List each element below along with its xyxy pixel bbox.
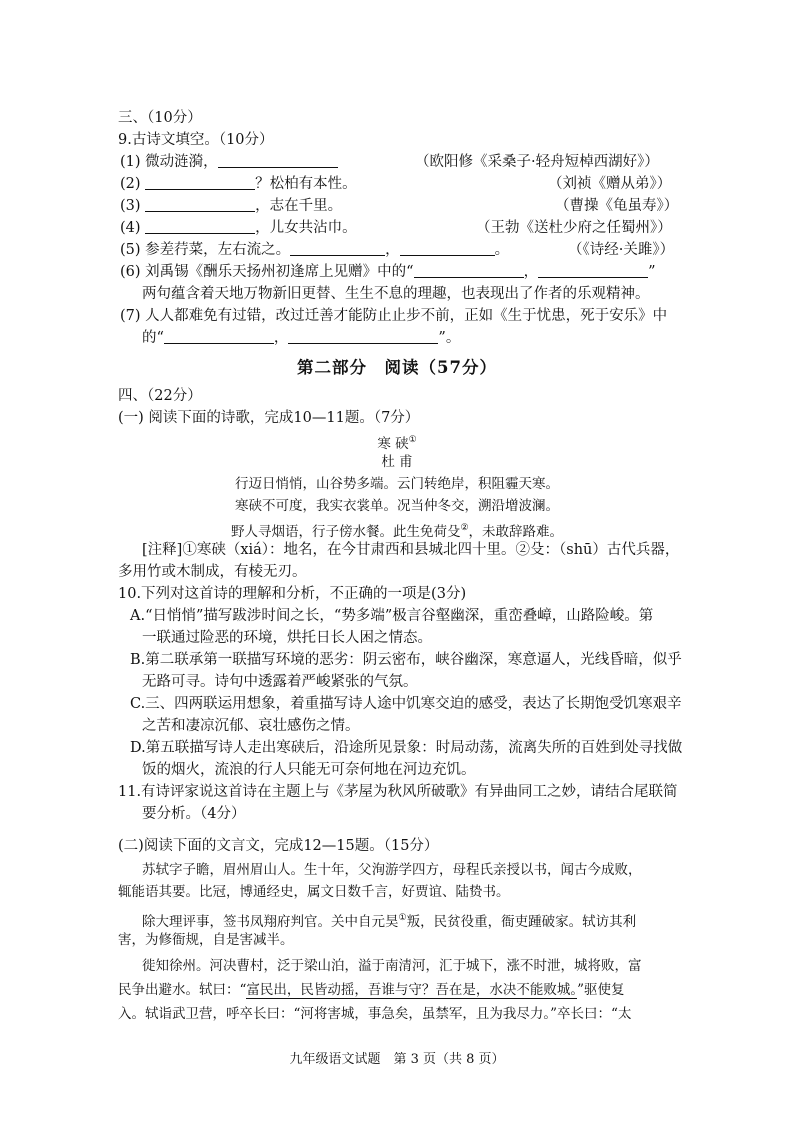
fill-item-2: (2) ？松柏有本性。: [120, 176, 357, 192]
classical-text-line: 苏轼字子瞻，眉州眉山人。生十年，父洵游学四方，母程氏亲授以书，闻古今成败，: [142, 862, 642, 878]
poem-line: 寒硖不可度，我实衣裳单。况当仲冬交，溯沿增波澜。: [235, 498, 559, 514]
underlined-sentence: 富民出，民皆动摇，吾谁与守？吾在是，水决不能败城。: [246, 982, 578, 998]
fill-item-4: (4) ，儿女共沾巾。: [120, 220, 357, 236]
poem-line: 野人寻烟语，行子傍水餐。此生免荷殳②，未敢辞路难。: [230, 523, 564, 540]
source-citation: （《诗经·关雎》）: [568, 242, 675, 258]
answer-blank[interactable]: [145, 219, 255, 234]
fill-item-3: (3) ，志在千里。: [120, 198, 343, 214]
poem-title: 寒 硖①: [377, 435, 417, 452]
classical-text-line: 辄能语其要。比冠，博通经史，属文日数千言，好贾谊、陆贽书。: [118, 884, 510, 900]
fill-item-6: (6) 刘禹锡《酬乐天扬州初逢席上见赠》中的“ ， ”: [120, 264, 656, 280]
fill-item-1: (1) 微动涟漪，: [120, 152, 338, 172]
source-citation: （王勃《送杜少府之任蜀州》）: [476, 220, 672, 236]
fill-item-7-continuation: 的“ ， ”。: [142, 330, 461, 346]
annotation: [注释]①寒硖（xiá）：地名，在今甘肃西和县城北四十里。②殳：（shū）古代兵器，: [142, 542, 680, 558]
option-c-continued: 之苦和凄凉沉郁、哀壮感伤之情。: [142, 718, 360, 734]
classical-text-line: 徙知徐州。河决曹村，泛于梁山泊，溢于南清河，汇于城下，涨不时泄，城将败，富: [142, 958, 642, 974]
answer-blank[interactable]: [290, 241, 385, 256]
option-d: D.第五联描写诗人走出寒硖后，沿途所见景象：时局动荡，流离失所的百姓到处寻找做: [130, 740, 683, 756]
poem-line: 行迈日悄悄，山谷势多端。云门转绝岸，积阻霾天寒。: [235, 476, 559, 492]
source-citation: （刘祯《赠从弟》）: [548, 176, 672, 192]
part-title: 第二部分 阅读（57分）: [297, 358, 497, 377]
question-10: 10.下列对这首诗的理解和分析，不正确的一项是(3分): [118, 586, 467, 602]
answer-blank[interactable]: [145, 197, 255, 212]
fill-item-5: (5) 参差荇菜，左右流之。 ， 。: [120, 242, 510, 258]
classical-text-line: 除大理评事，签书凤翔府判官。关中自元昊①叛，民贫役重，衙吏踵破家。轼访其利: [142, 913, 637, 930]
answer-blank[interactable]: [288, 329, 438, 344]
option-d-continued: 饭的烟火，流浪的行人只能无可奈何地在河边充饥。: [142, 762, 476, 778]
subsection-title: (一) 阅读下面的诗歌，完成10—11题。（7分）: [118, 410, 420, 426]
option-b: B.第二联承第一联描写环境的恶劣：阴云密布，峡谷幽深，寒意逼人，光线昏暗，似乎: [130, 652, 682, 668]
answer-blank[interactable]: [400, 241, 495, 256]
option-c: C.三、四两联运用想象，着重描写诗人途中饥寒交迫的感受，表达了长期饱受饥寒艰辛: [130, 696, 682, 712]
option-a: A.“日悄悄”描写跋涉时间之长，“势多端”极言谷壑幽深，重峦叠嶂，山路险峻。第: [130, 608, 654, 624]
fill-item-6-continuation: 两句蕴含着天地万物新旧更替、生生不息的理趣，也表现出了作者的乐观精神。: [142, 286, 650, 302]
option-a-continued: 一联通过险恶的环境，烘托日长人困之情态。: [142, 630, 432, 646]
classical-text-line: 害，为修衙规，自是害减半。: [118, 932, 294, 948]
footnote-marker: ②: [460, 523, 469, 533]
subsection-title: (二)阅读下面的文言文，完成12—15题。（15分）: [118, 838, 439, 854]
question-11-continued: 要分析。（4分）: [142, 806, 246, 822]
poem-author: 杜 甫: [381, 454, 413, 470]
source-citation: （曹操《龟虽寿》）: [555, 198, 679, 214]
annotation: 多用竹或木制成，有棱无刃。: [118, 564, 307, 580]
answer-blank[interactable]: [145, 175, 255, 190]
section-heading: 三、（10分）: [118, 110, 202, 126]
section-heading: 四、（22分）: [118, 388, 202, 404]
classical-text-line: 入。轼诣武卫营，呼卒长曰：“河将害城，事急矣，虽禁军，且为我尽力。”卒长曰：“太: [118, 1006, 632, 1022]
answer-blank[interactable]: [538, 263, 648, 278]
answer-blank[interactable]: [218, 153, 338, 168]
answer-blank[interactable]: [164, 329, 274, 344]
footnote-marker: ①: [398, 913, 407, 923]
source-citation: （欧阳修《采桑子·轻舟短棹西湖好》）: [415, 154, 659, 170]
page-footer: 九年级语文试题 第 3 页（共 8 页）: [289, 1052, 505, 1067]
option-b-continued: 无路可寻。诗句中透露着严峻紧张的气氛。: [142, 674, 418, 690]
fill-item-7: (7) 人人都难免有过错，改过迁善才能防止止步不前，正如《生于忧患，死于安乐》中: [120, 308, 668, 324]
answer-blank[interactable]: [414, 263, 524, 278]
footnote-marker: ①: [408, 435, 417, 445]
question-9-title: 9.古诗文填空。（10分）: [118, 132, 274, 148]
classical-text-line: 民争出避水。轼曰：“富民出，民皆动摇，吾谁与守？吾在是，水决不能败城。”驱使复: [118, 982, 625, 998]
question-11: 11.有诗评家说这首诗在主题上与《茅屋为秋风所破歌》有异曲同工之妙，请结合尾联简: [118, 784, 678, 800]
